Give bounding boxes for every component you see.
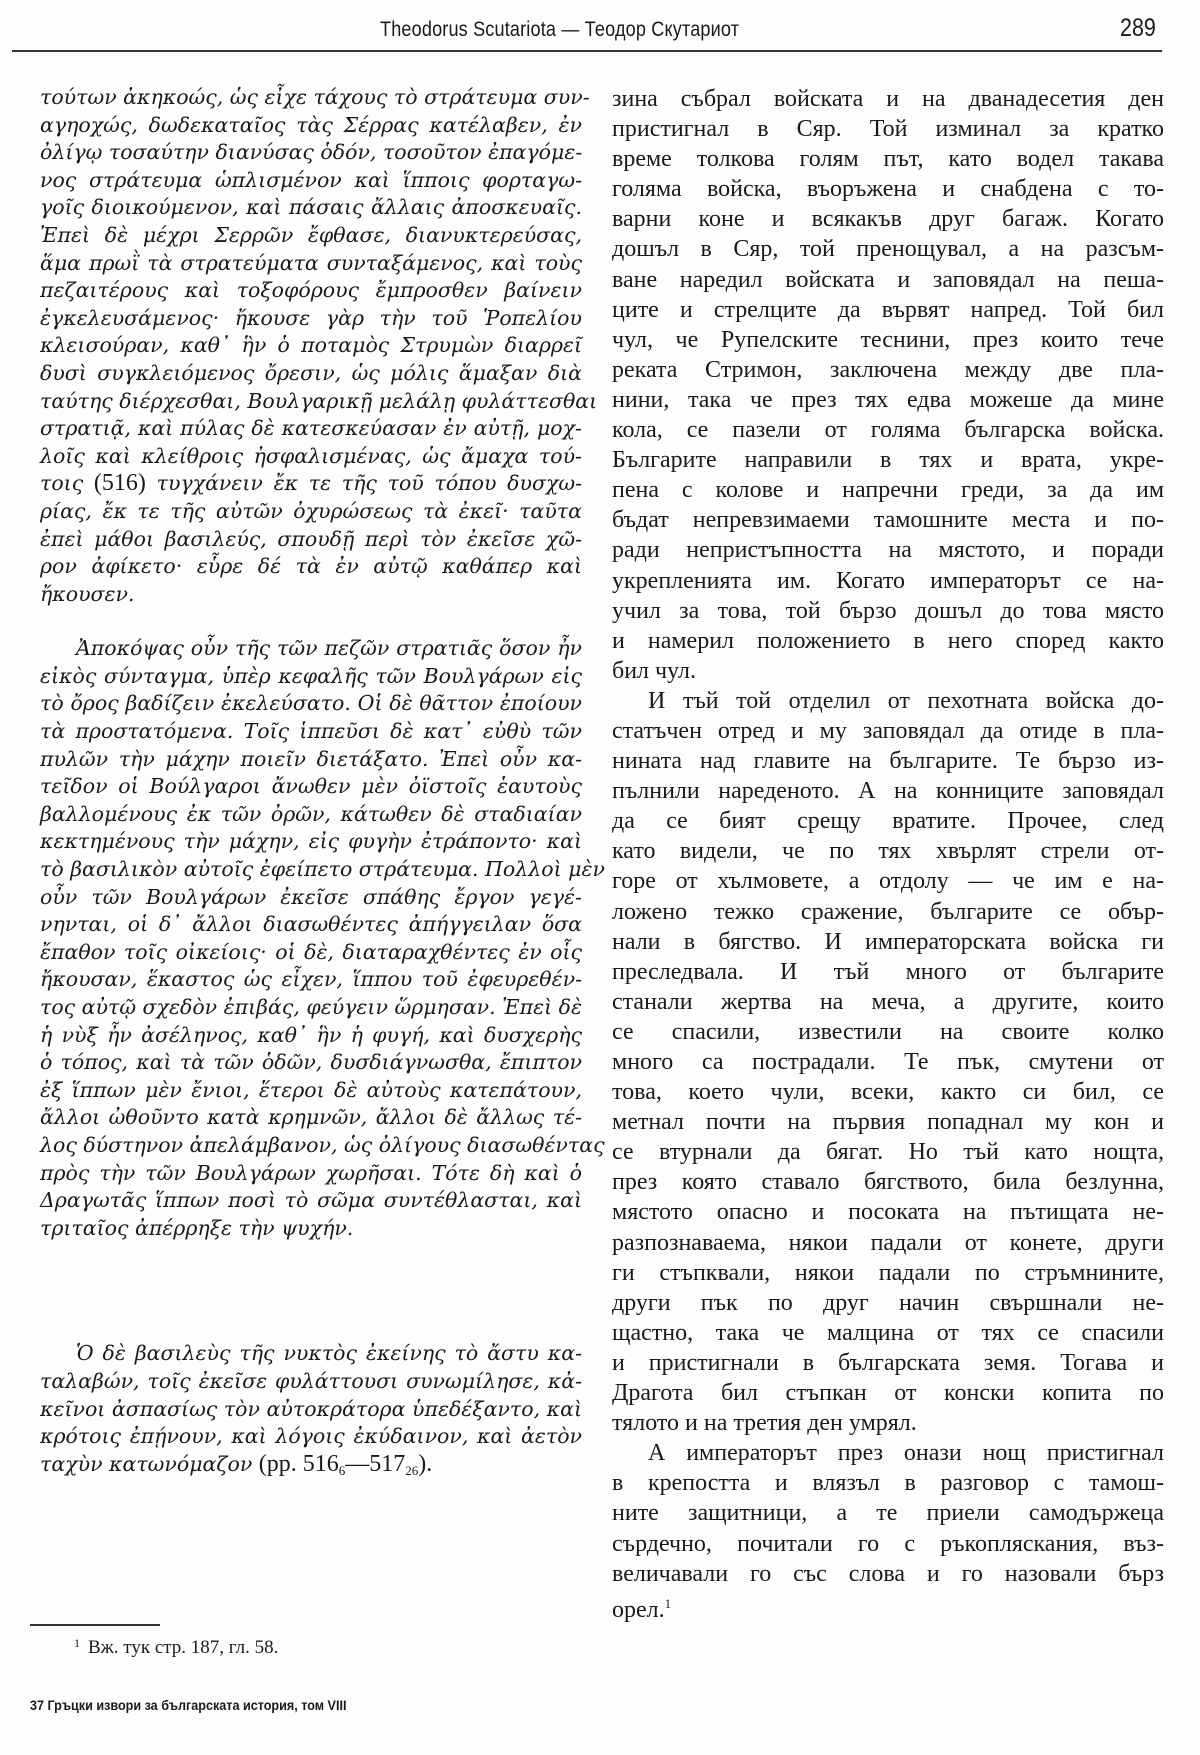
greek-line: Δραγωτᾶς ἵππων ποσὶ τὸ σῶμα συντέθλασται, καὶ	[40, 1188, 582, 1213]
bulgarian-line: голяма войска, въоръжена и снабдена с то-	[612, 176, 1164, 203]
bulgarian-line: зина събрал войската и на дванадесетия ден	[612, 86, 1164, 112]
bulgarian-line: чул, че Рупелските теснини, през които тече	[612, 326, 1164, 353]
bulgarian-line: ради непристъпността на мястото, и поради	[612, 537, 1164, 564]
bulgarian-paragraph	[612, 1438, 1164, 1625]
bulgarian-paragraph	[612, 84, 1164, 686]
bulgarian-line: и пристигнали в българската земя. Тогава и	[612, 1349, 1164, 1376]
greek-line	[40, 1451, 582, 1485]
bulgarian-line: сърдечно, почитали го с ръкопляскания, въз-	[612, 1530, 1164, 1557]
greek-line: τὸ ὄρος βαδίζειν ἐκελεύσατο. Οἱ δὲ θᾶττον ἐποίουν	[40, 691, 582, 716]
greek-line: ὁ τόπος, καὶ τὰ τῶν ὁδῶν, δυσδιάγνωσθα, ἔπιπτον	[40, 1050, 582, 1075]
greek-line: λοῖς καὶ κλείθροις ἠσφαλισμένας, ὡς ἄμαχα τού-	[40, 443, 582, 468]
bulgarian-line: пристигнал в Сяр. Той изминал за кратко	[612, 116, 1164, 143]
greek-line: νος στράτευμα ὡπλισμένον καὶ ἵπποις φορταγω-	[40, 167, 582, 192]
greek-paragraph	[40, 635, 605, 1242]
bulgarian-line: други пък по друг начин свършнали не-	[612, 1289, 1164, 1316]
bulgarian-line: нини, така че през тях едва можеше да мине	[612, 386, 1164, 413]
greek-line: τὸ βασιλικὸν αὐτοῖς ἐφείπετο στράτευμα. Πολλοὶ μὲν	[40, 857, 605, 882]
greek-line: τριταῖος ἀπέρρηξε τὴν ψυχήν.	[40, 1215, 354, 1240]
bulgarian-line: тялото и на третия ден умрял.	[612, 1410, 917, 1437]
bulgarian-line: се спасили, известили на своите колко	[612, 1018, 1164, 1045]
bulgarian-line: ложено тежко сражение, българите се обър-	[612, 898, 1164, 925]
bulgarian-line: разпознаваема, някои падали от конете, други	[612, 1229, 1164, 1256]
bulgarian-line	[612, 1589, 1164, 1625]
greek-line: ἐγκελευσάμενος· ἤκουσε γὰρ τὴν τοῦ Ῥοπελίου	[40, 305, 582, 330]
bulgarian-line: статъчен отред и му заповядал да отиде в пла-	[612, 717, 1164, 744]
bulgarian-line: и намерил положението в него според както	[612, 627, 1164, 654]
bulgarian-line: учил за това, той бързо дошъл до това място	[612, 597, 1164, 624]
greek-text: ταχὺν κατωνόμαζον	[40, 1451, 259, 1476]
greek-line: πρὸς τὴν τῶν Βουλγάρων χωρῆσαι. Τότε δὴ καὶ ὁ	[40, 1160, 582, 1185]
header-rule	[12, 50, 1162, 52]
greek-line: ἅμα πρωῒ τὰ στρατεύματα συνταξάμενος, καὶ τοὺς	[40, 250, 582, 275]
greek-line: Ἀποκόψας οὖν τῆς τῶν πεζῶν στρατιᾶς ὅσον ἦν	[76, 636, 582, 661]
paragraph-gap	[40, 1242, 582, 1340]
bulgarian-line: мястото опасно и посоката на пътищата не-	[612, 1199, 1164, 1226]
bulgarian-line: пена с колове и напречни греди, за да им	[612, 477, 1164, 504]
greek-line: ρίας, ἔκ τε τῆς αὐτῶν ὀχυρώσεως τὰ ἐκεῖ· ταῦτα	[40, 498, 582, 523]
bulgarian-line: реката Стримон, заключена между две пла-	[612, 356, 1164, 383]
greek-line: αγηοχώς, δωδεκαταῖος τὰς Σέρρας κατέλαβεν, ἐν	[40, 112, 582, 137]
greek-line: ἤκουσαν, ἕκαστος ὡς εἶχεν, ἵππου τοῦ ἐφευρεθέν-	[40, 967, 582, 992]
greek-line: ἐπεὶ μάθοι βασιλεύς, σπουδῇ περὶ τὸν ἐκεῖσε χῶ-	[40, 526, 582, 551]
bulgarian-line: ги стъпквали, някои падали по стръмнините,	[612, 1259, 1164, 1286]
greek-line: ἔπαθον τοῖς οἰκείοις· οἱ δὲ, διαταραχθέντες ἐν οἷς	[40, 939, 582, 964]
bulgarian-line: бъдат непревзимаеми тамошните места и по-	[612, 507, 1164, 534]
bulgarian-line: И тъй той отделил от пехотната войска до-	[648, 687, 1164, 714]
greek-line: Ὁ δὲ βασιλεὺς τῆς νυκτὸς ἐκείνης τὸ ἄστυ κα-	[76, 1341, 582, 1366]
greek-line: τοις (516) τυγχάνειν ἔκ τε τῆς τοῦ τόπου δυσχω-	[40, 470, 583, 497]
greek-line: τὰ προστατόμενα. Τοῖς ἱππεῦσι δὲ κατ᾽ εὐθὺ τῶν	[40, 719, 582, 744]
greek-line: πυλῶν τὴν μάχην ποιεῖν διετάξατο. Ἐπεὶ οὖν κα-	[40, 746, 582, 771]
greek-line: οὖν τῶν Βουλγάρων ἐκεῖσε σπάθης ἔργον γεγέ-	[40, 884, 582, 909]
bulgarian-line: Българите направили в тях и врата, укре-	[612, 447, 1164, 474]
running-title: Theodorus Scutariota — Теодор Скутариот	[380, 18, 740, 41]
bulgarian-line: ците и стрелците да вървят напред. Той бил	[612, 296, 1164, 323]
greek-line: βαλλομένους ἐκ τῶν ὀρῶν, κάτωθεν δὲ σταδιαίαν	[40, 801, 582, 826]
bulgarian-line: кола, се пазели от голяма българска войска.	[612, 417, 1164, 444]
bulgarian-line: ните защитници, а те приели самодържеца	[612, 1500, 1164, 1527]
bulgarian-line: ване наредил войската и заповядал на пеша-	[612, 266, 1164, 293]
greek-line: κεῖνοι ἀσπασίως τὸν αὐτοκράτορα ὑπεδέξαντο, καὶ	[40, 1396, 582, 1421]
greek-line: νηνται, οἱ δ᾽ ἄλλοι διασωθέντες ἀπήγγειλαν ὅσα	[40, 912, 582, 937]
greek-line: τος αὐτῷ σχεδὸν ἐπιβάς, φεύγειν ὥρμησαν. Ἐπεὶ δὲ	[40, 995, 583, 1019]
bulgarian-line: горе от хълмовете, а отдолу — че им е на-	[612, 868, 1164, 895]
greek-line: εἰκὸς σύνταγμα, ὑπὲρ κεφαλῆς τῶν Βουλγάρων εἰς	[40, 663, 582, 688]
bulgarian-line: укрепленията им. Когато императорът се на-	[612, 567, 1164, 594]
paragraph-gap	[40, 608, 582, 635]
greek-line: στρατιᾷ, καὶ πύλας δὲ κατεσκεύασαν ἐν αὐτῇ, μοχ-	[40, 416, 582, 441]
footnote-reference: 1	[664, 1595, 672, 1611]
greek-line: ὀλίγῳ τοσαύτην διανύσας ὁδόν, τοσοῦτον ἐπαγόμε-	[40, 140, 583, 165]
bulgarian-line: варни коне и всякакъв друг багаж. Когато	[612, 206, 1164, 233]
greek-line: τούτων ἀκηκοώς, ὡς εἶχε τάχους τὸ στράτευμα συν-	[40, 85, 590, 109]
bulgarian-line: метнал почти на първия попаднал му кон и	[612, 1109, 1164, 1136]
greek-paragraph	[40, 1340, 582, 1484]
bulgarian-line: нали в бягство. И императорската войска ги	[612, 928, 1164, 955]
greek-line: Ἐπεὶ δὲ μέχρι Σερρῶν ἔφθασε, διανυκτερεύσας,	[40, 222, 582, 247]
greek-line: κεκτημένους τὴν μάχην, εἰς φυγὴν ἐτράποντο· καὶ	[40, 829, 582, 854]
greek-line: ρον ἀφίκετο· εὗρε δέ τὰ ἐν αὐτῷ καθάπερ καὶ	[40, 554, 582, 579]
greek-line: ἄλλοι ὠθοῦντο κατὰ κρημνῶν, ἄλλοι δὲ ἄλλως τέ-	[40, 1105, 582, 1130]
footnote	[74, 1636, 278, 1659]
bulgarian-line: пълнили нареденото. А на конниците заповядал	[612, 778, 1164, 805]
bulgarian-line: бил чул.	[612, 657, 697, 684]
greek-line: τεῖδον οἱ Βούλγαροι ἄνωθεν μὲν ὀϊστοῖς ἑαυτοὺς	[40, 774, 582, 799]
bulgarian-line: като видели, че по тях хвърлят стрели от-	[612, 838, 1164, 865]
bulgarian-line: много са пострадали. Те пък, смутени от	[612, 1049, 1164, 1075]
greek-line: ἡ νὺξ ἦν ἀσέληνος, καθ᾽ ἣν ἡ φυγή, καὶ δυσχερὴς	[40, 1022, 582, 1047]
bulgarian-line: Драгота бил стъпкан от конски копита по	[612, 1380, 1164, 1407]
greek-line: ταύτης διέρχεσθαι, Βουλγαρικῇ μελάλῃ φυλάττεσθαι	[40, 388, 598, 413]
page-number: 289	[1120, 14, 1156, 42]
bulgarian-line: през която ставало бягството, била безлунна,	[612, 1169, 1164, 1196]
bulgarian-text: орел.	[612, 1596, 665, 1623]
bulgarian-line: да се бият срещу вратите. Прочее, след	[612, 808, 1164, 835]
greek-line: ταλαβών, τοῖς ἐκεῖσε φυλάττουσι συνωμίλησε, κἀ-	[40, 1368, 582, 1393]
bulgarian-line: А императорът през онази нощ пристигнал	[648, 1440, 1164, 1467]
greek-line: ἤκουσεν.	[40, 581, 135, 606]
greek-line: κρότοις ἐπῄνουν, καὶ λόγοις ἐκύδαινον, καὶ ἀετὸν	[40, 1424, 582, 1449]
greek-line: ἐξ ἵππων μὲν ἔνιοι, ἕτεροι δὲ αὐτοὺς κατεπάτουν,	[40, 1077, 582, 1102]
greek-line: κλεισούραν, καθ᾽ ἣν ὁ ποταμὸς Στρυμὼν διαρρεῖ	[40, 333, 582, 358]
running-head	[0, 10, 1200, 50]
bulgarian-line: величавали го със слова и го назовали бърз	[612, 1560, 1164, 1587]
printer-signature: 37 Гръцки извори за българската история, том VIII	[30, 1697, 347, 1713]
bulgarian-line: дошъл в Сяр, той пренощувал, а на разсъм-	[612, 236, 1164, 263]
footnote-rule	[30, 1624, 160, 1626]
greek-line: λος δύστηνον ἀπελάμβανον, ὡς ὀλίγους διασωθέντας	[40, 1132, 605, 1157]
greek-line: πεζαιτέρους καὶ τοξοφόρους ἔμπροσθεν βαίνειν	[40, 278, 582, 303]
page-reference: (516)	[93, 470, 146, 497]
bulgarian-paragraph	[612, 686, 1164, 1438]
greek-line: γοῖς διοικούμενον, καὶ πάσαις ἄλλαις ἀποσκευαῖς.	[40, 195, 582, 220]
bulgarian-line: време толкова голям път, като водел такава	[612, 146, 1164, 173]
bulgarian-line: станали жертва на меча, а другите, които	[612, 988, 1164, 1015]
greek-line: δυσὶ συγκλειόμενος ὄρεσιν, ὡς μόλις ἅμαξαν διὰ	[40, 360, 582, 385]
bulgarian-line: в крепостта и влязъл в разговор с тамош-	[612, 1470, 1164, 1497]
greek-text-column	[40, 84, 605, 1484]
bulgarian-line: нината над главите на българите. Те бързо из-	[612, 748, 1164, 775]
bulgarian-line: щастно, така че малцина от тях се спасили	[612, 1319, 1164, 1346]
footnote-marker: 1	[74, 1636, 80, 1650]
reference-line-start: 6	[338, 1462, 346, 1478]
bulgarian-line: се втурнали да бягат. Но тъй като нощта,	[612, 1139, 1164, 1166]
reference-line-end: 26	[405, 1462, 419, 1478]
bulgarian-translation-column	[612, 84, 1164, 1625]
source-reference: (pp. $516_6—517_{26}$).	[258, 1450, 433, 1478]
bulgarian-line: преследвала. И тъй много от българите	[612, 958, 1164, 985]
footnote-text: Вж. тук стр. 187, гл. 58.	[88, 1637, 279, 1658]
bulgarian-line: това, което чули, всеки, както си бил, се	[612, 1079, 1164, 1106]
greek-paragraph	[40, 84, 598, 608]
